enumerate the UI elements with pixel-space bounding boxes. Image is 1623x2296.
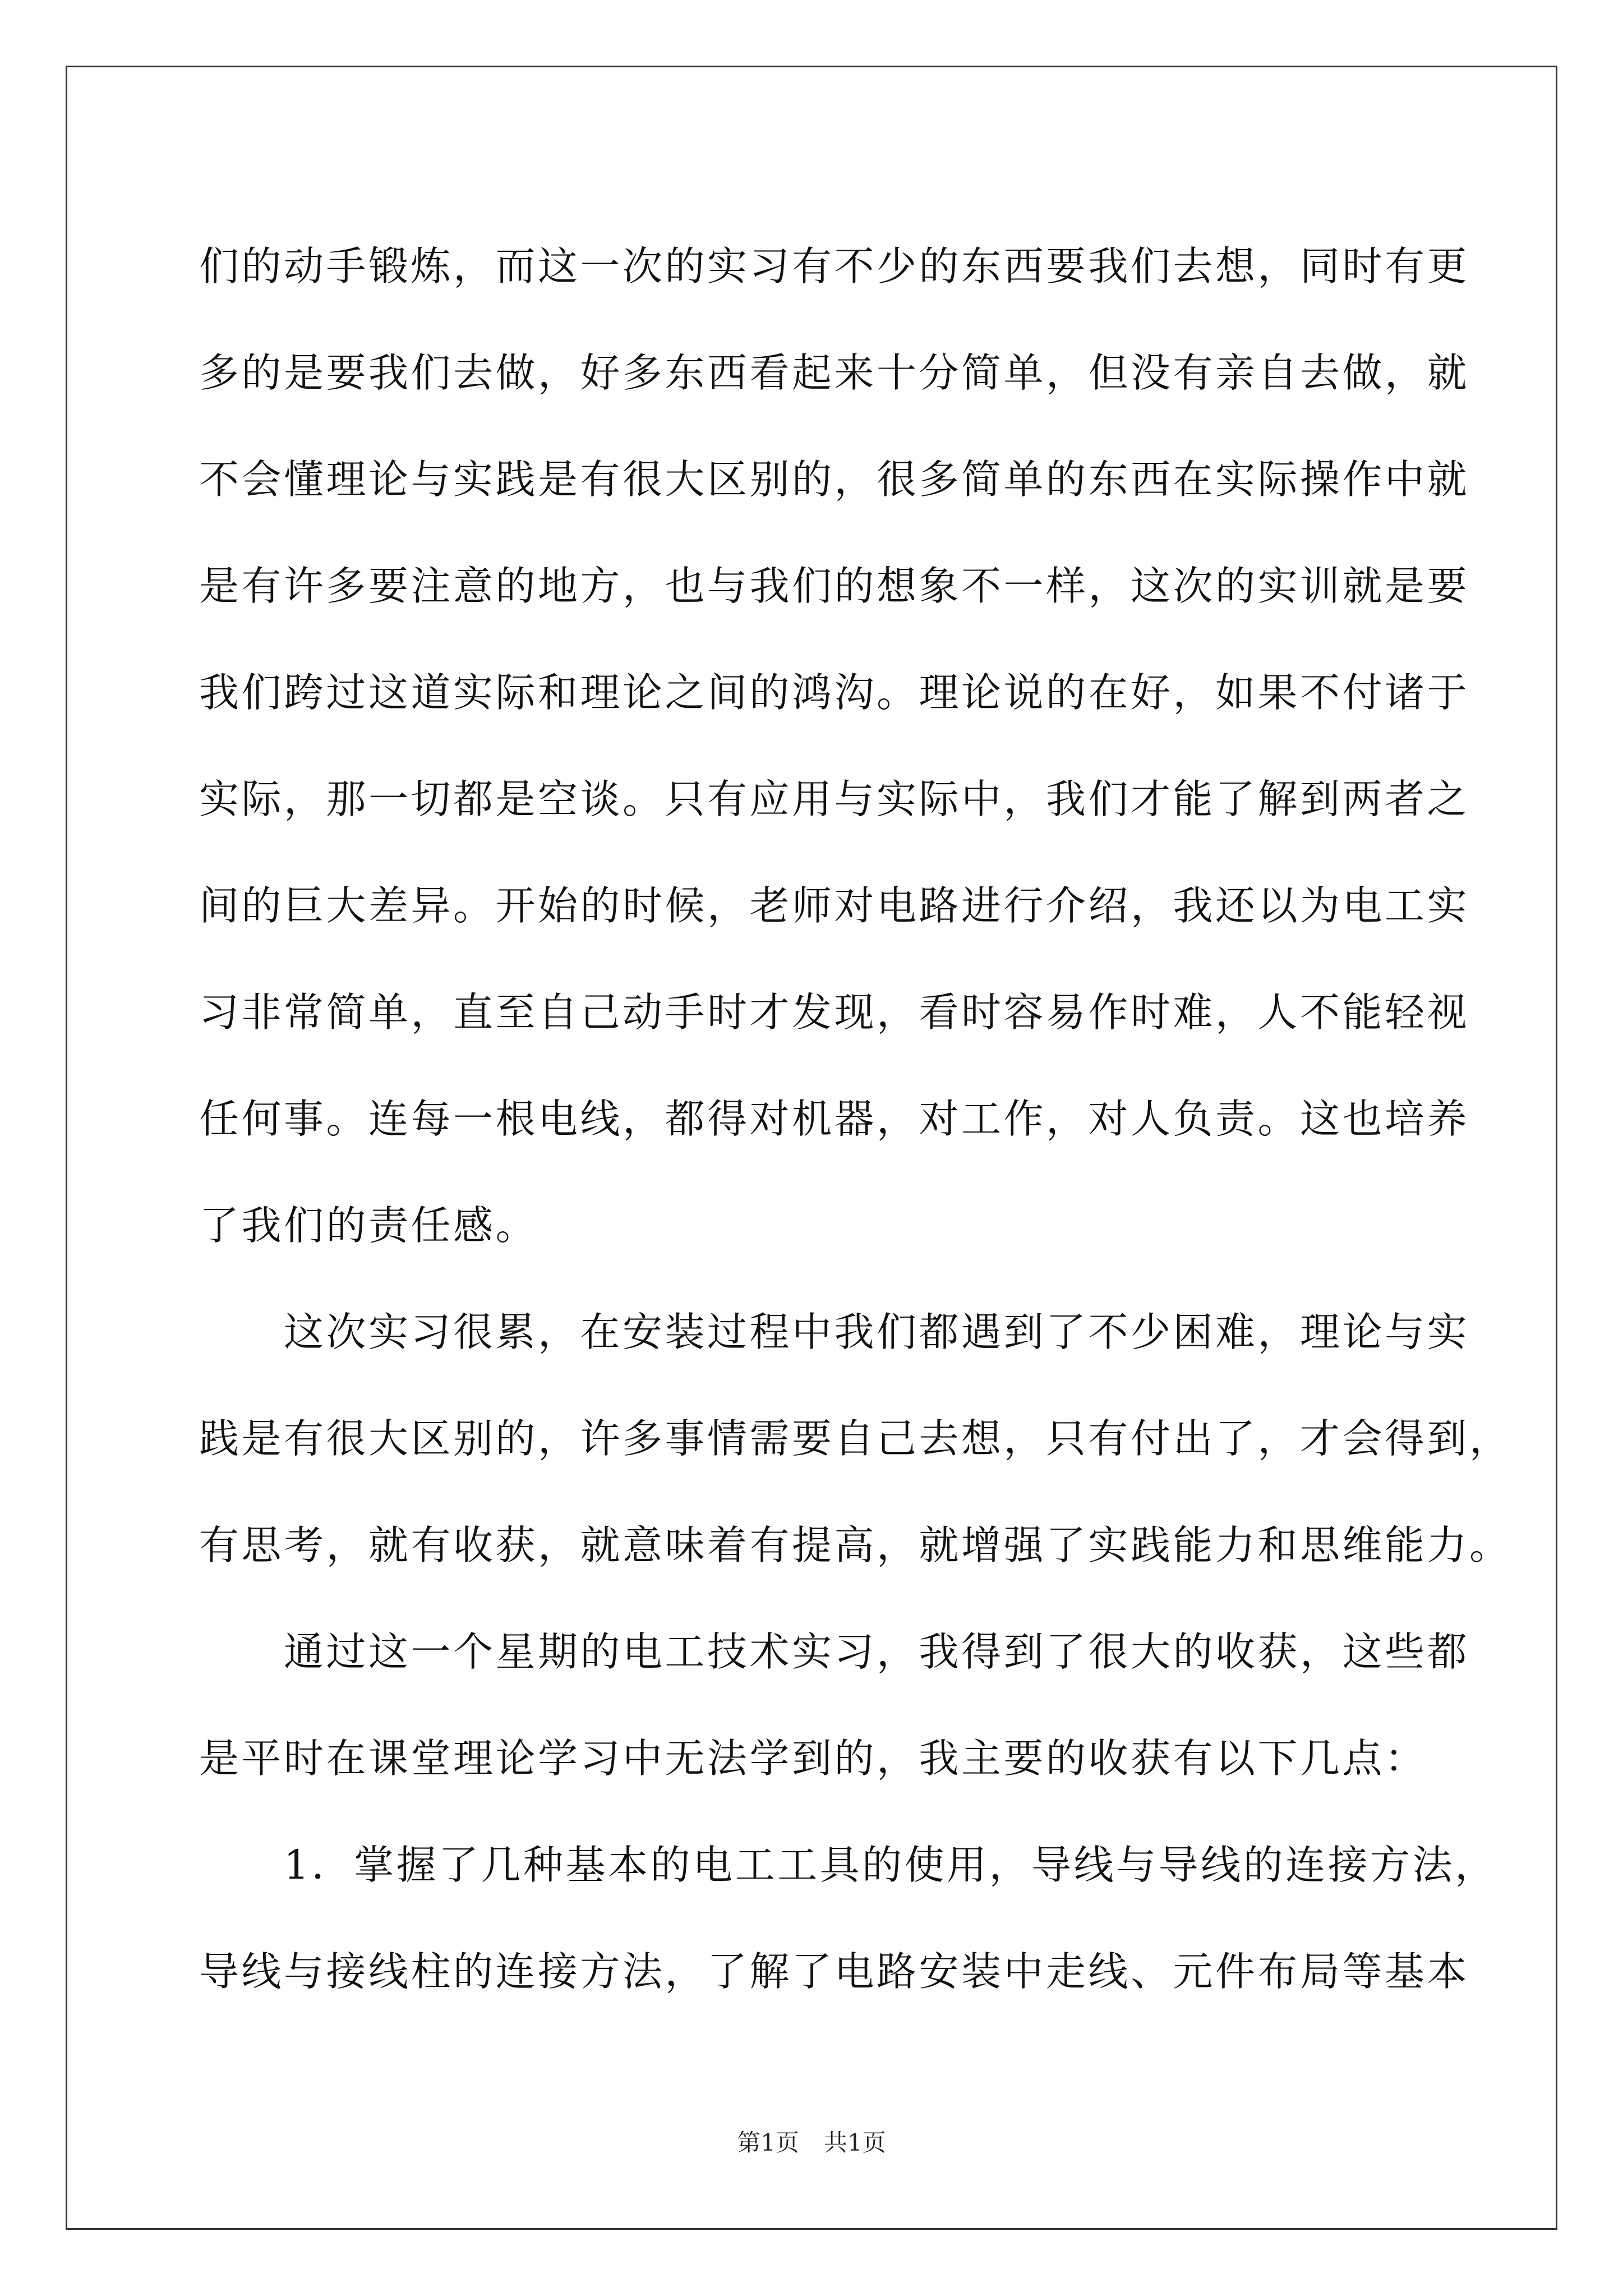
text-line: 通过这一个星期的电工技术实习，我得到了很大的收获，这些都 (199, 1628, 1470, 1675)
page-number: 第1页 (737, 2129, 799, 2156)
text-line: 习非常简单，直至自己动手时才发现，看时容易作时难，人不能轻视 (199, 989, 1470, 1036)
text-line: 践是有很大区别的，许多事情需要自己去想，只有付出了，才会得到， (199, 1415, 1512, 1462)
text-line: 导线与接线柱的连接方法，了解了电路安装中走线、元件布局等基本 (199, 1948, 1470, 1995)
page-total: 共1页 (824, 2129, 886, 2156)
text-line: 了我们的责任感。 (199, 1202, 538, 1249)
text-line: 是有许多要注意的地方，也与我们的想象不一样，这次的实训就是要 (199, 563, 1470, 609)
text-line: 任何事。连每一根电线，都得对机器，对工作，对人负责。这也培养 (199, 1096, 1470, 1142)
page-footer (0, 2126, 1623, 2160)
text-line: 不会懂理论与实践是有很大区别的，很多简单的东西在实际操作中就 (199, 456, 1470, 503)
text-line: 我们跨过这道实际和理论之间的鸿沟。理论说的在好，如果不付诸于 (199, 669, 1470, 716)
text-line: 1．掌握了几种基本的电工工具的使用，导线与导线的连接方法， (199, 1842, 1497, 1888)
text-line: 间的巨大差异。开始的时候，老师对电路进行介绍，我还以为电工实 (199, 882, 1470, 929)
document-body (199, 213, 1512, 2025)
text-line: 实际，那一切都是空谈。只有应用与实际中，我们才能了解到两者之 (199, 776, 1470, 822)
text-line: 们的动手锻炼，而这一次的实习有不少的东西要我们去想，同时有更 (199, 243, 1470, 289)
text-line: 有思考，就有收获，就意味着有提高，就增强了实践能力和思维能力。 (199, 1522, 1512, 1568)
text-line: 是平时在课堂理论学习中无法学到的，我主要的收获有以下几点： (199, 1735, 1427, 1782)
text-line: 这次实习很累，在安装过程中我们都遇到了不少困难，理论与实 (199, 1309, 1470, 1355)
text-line: 多的是要我们去做，好多东西看起来十分简单，但没有亲自去做，就 (199, 349, 1470, 396)
